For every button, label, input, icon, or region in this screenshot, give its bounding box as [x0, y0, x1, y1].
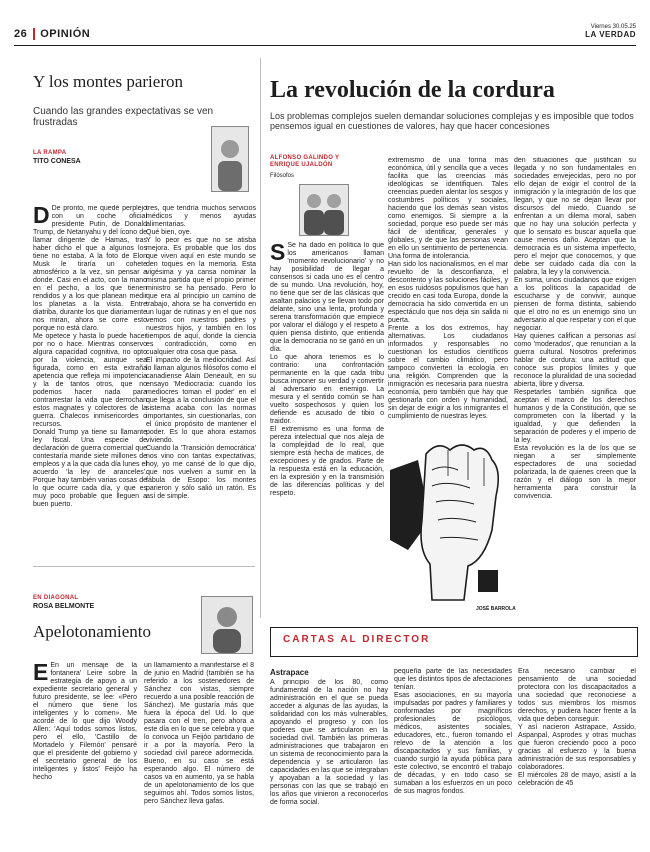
author-photo-belmonte	[201, 596, 253, 654]
montes-col-1	[33, 205, 147, 555]
raised-fist-icon	[388, 440, 510, 606]
cartas-header: CARTAS AL DIRECTOR	[283, 634, 431, 645]
cordura-text-1: Se ha dado en política lo que los americanos llaman 'momento revolucionario' y no hay posibilidad de llegar a consensos si cada uno es el centro de su mundo. Una revolución, hoy, no tiene que ser de las clásicas que asaltan palacios y se llevan todo por delante, sino una lenta, profunda y serena transformación que empiece por valorar el diálogo y el respeto a quien piensa distinto, que entienda que la democracia no se ganó en un día. Lo que ahora tenemos es lo contrario: una confrontación permanente en la que cada tribu busca imponer su verdad y convertir al adversario en enemigo. La mesura y el sentido común se han vuelto sospechosos y quien los defiende es acusado de tibio o traidor. El extremismo es una forma de pereza intelectual que nos aleja de la complejidad de lo real, que siempre está hecha de matices, de excepciones y de grados. Parte de la respuesta está en la educación, en la expresión y en la transmisión de las diferencias políticas y del respeto.	[270, 242, 384, 497]
portrait-icon	[212, 127, 248, 191]
cordura-subtitle: Los problemas complejos suelen demandar soluciones complejas y es imposible que todos pensemos igual en cuestiones de valores, hay que hacer concesiones	[270, 111, 634, 131]
page-number: 26	[14, 28, 28, 40]
montes-author: TITO CONESA	[33, 158, 81, 165]
cordura-col-3: den situaciones que justifican su llegada y no son fundamentales en sociedades envejecidas, pero no por ello dejan de exigir el control de la inmigración y la integración de los que llegan, y que no se dejan llevar por discursos del miedo. Cuando se enfrentan a un dilema moral, saben que no hay una solución perfecta y que lo sensato es buscar aquella que cause menos daño. Aceptan que la democracia es un sistema imperfecto, pero el mejor que conocemos, y que debe ser cuidado cada día con la palabra, la ley y la convivencia. En suma, unos ciudadanos que exigen a los políticos la capacidad de escucharse y de convivir, aunque piensen de forma distinta, sabiendo que el otro no es un enemigo sino un adversario al que respetar y con el que negociar. Hay quienes califican a personas así como 'moderados', que renuncian a la guerra cultural. Nosotros preferimos hablar de cordura: una actitud que conoce sus propios límites y que reconoce la pluralidad de una sociedad abierta, libre y diversa. Respetarles también significa que aceptan el marco de los derechos humanos y de la Constitución, que se comprometen con la libertad y la igualdad, y que defienden la separación de poderes y el imperio de la ley. Esta revolución es la de los que se niegan a ser simplemente espectadores de una sociedad polarizada, la de quienes creen que la razón y el diálogo son la mejor herramienta para construir la convivencia.	[514, 157, 636, 500]
cordura-dropcap: S	[270, 242, 286, 265]
fist-illustration	[388, 440, 510, 606]
page-header-right	[585, 24, 636, 38]
cartas-col-3: Era necesario cambiar el pensamiento de una sociedad protectora con los discapacitados a una sociedad que reconociese a todos sus miembros los mismos derechos, y pudiera hacer frente a la vida que deben conseguir. Y así nacieron Astrapace, Assido, Aspanpal, Asprodes y otras muchas que fueron creciendo poco a poco gracias al esfuerzo y la buena administración de sus responsables y colaboradores. El miércoles 28 de mayo, asistí a la celebración de 45	[518, 668, 636, 787]
author-photo-conesa	[211, 126, 249, 192]
section-name: OPINIÓN	[33, 28, 90, 40]
apelotonamiento-text-1: En un mensaje de la fontanera' Leire sobre la estrategia de apoyo a un expediente secretario general y futuro presidente, se lee: «Pero el número que tiene los inteligentes y lo comen». Me acordé de lo que dijo Woody Allen: 'Aquí todos somos listos, pero el ello, 'Castillo de Mortadelo y Filemón' pensaré que el presidente del gobierno y el secretario general de los inteligentes y listos' Feijóo ha hecho	[33, 662, 137, 781]
apelotonamiento-author: ROSA BELMONTE	[33, 603, 95, 610]
portrait-icon	[300, 185, 348, 235]
cordura-title: La revolución de la cordura	[270, 77, 555, 103]
montes-subtitle: Cuando las grandes expectativas se ven frustradas	[33, 106, 214, 128]
montes-kicker: LA RAMPA	[33, 150, 67, 156]
montes-dropcap: D	[33, 205, 50, 228]
header-rule	[14, 45, 636, 46]
cordura-col-2: extremismo de una forma más económica, útil y sencilla que a veces facilita que las creencias más ideológicas se identifiquen. Tales creencias pueden alentar los sesgos y costumbres políticos y sociales, haciendo que los demás sean vistos como enemigos. Si siempre a la sociedad, porque eso puede ser más fácil de identificar, generales y globales, y de que las personas vean en ello un sentimiento de pertenencia. Una forma de intolerancia. Han sido los nacionalismos, en el mar revuelto de la desconfianza, el descontento y las soluciones fáciles, y en esos ruidosos populismos que han crecido en casi toda Europa, donde la democracia ha sido convertida en un espectáculo que nos deja sin salida ni puerta. Frente a los dos extremos, hay alternativas. Los ciudadanos informados y responsables no cuestionan los estudios científicos sobre el cambio climático, pero tampoco convierten la ecología en una religión. Comprenden que la inmigración es necesaria para nuestra economía, pero también que hay que gestionarla con orden y humanidad, sin dejar de exigir a los inmigrantes el cumplimiento de nuestras leyes.	[388, 157, 508, 420]
montes-title: Y los montes parieron	[33, 72, 183, 91]
cartas-header-box	[270, 627, 638, 657]
cordura-role: Filósofos	[270, 173, 295, 179]
page-header-left	[14, 28, 90, 40]
column-divider	[260, 58, 261, 618]
cordura-author: ALFONSO GALINDO Y ENRIQUE UJALDÓN	[270, 155, 340, 168]
apelotonamiento-title: Apelotonamiento	[33, 622, 152, 641]
apelotonamiento-dropcap: E	[33, 662, 49, 685]
apelotonamiento-rule	[33, 566, 255, 567]
apelotonamiento-kicker: EN DIAGONAL	[33, 595, 79, 601]
portrait-icon	[202, 597, 252, 653]
letter-text-1: A principio de los 80, como fundamental de la nación no hay administración en el que se pueda acceder a algunas de las ayudas, la solidaridad con los más vulnerables, apoyando el progreso y con los poderes que se articularon en la sociedad civil. También las primeras administraciones que trabajaron en un sistema de reconocimiento para la dependencia y se articularon las capacidades en las que se integraban y apoyaban a la sociedad y las personas con las que se trabajó en los años que vinieron a reconocerlos de forma social.	[270, 679, 388, 806]
cartas-col-2: pequeña parte de las necesidades que les distintos tipos de afectaciones tenían. Esas asociaciones, en su mayoría impulsadas por padres y familiares y conformadas por magníficos profesionales de psicólogos, médicos, asistentes sociales, educadores, etc., fueron tomando el relevo de la atención a los discapacitados y sus familias, y cuando surgió la ayuda pública para este colectivo, se encontró el trabajo de décadas, y en todo caso se sumaban a los esfuerzos en un poco de sus magros fondos.	[394, 668, 512, 795]
authors-photo	[299, 184, 349, 236]
montes-text-1: De pronto, me quedé perplejo con un coche oficial presidente Putin, de Donald Trump, de Netanyahu y del ícono de llamar dirigente de Hamas, tras haber dicho el que a algunos los tiene no estaba. A la foto de Elon Musk le tiraría un cohete atmosférico a la vez, sin pensar a donde. Casi en el acto, con la mano en el pecho, a los que tienen rendidos y a los que planean medir los planetas a la vista. Entre diatriba, durante los que diariamente nos miran, ahora se corre esto porque no está claro. Me opetece y hasta lo puede hacer por no o hace. Mientras conservo algura capacidad cognitiva, no opto por la violencia, aunque sea figurada, como en esta extraña apetencia que refleja mi impotencia y la de tantos otros, que no podemos hacer nada para contrarrestar la vida que derrochan estos magnates y colectores de la guerra. Chalecos inmisericordes o recursos. Donald Trump ya tiene su llamante ley fiscal. Una especie de declaración de guerra comercial que contestaría mande siete millones de empleos y a la que cada día lunes el acuerdo 'la ley de aranceles'. Porque hay también varias cosas de lo que ocurre cada día, y que es muy poco probable que lleguen a buen puerto.	[33, 205, 147, 508]
letter-title: Astrapace	[270, 668, 309, 677]
illustration-credit: JOSÉ BARROLA	[476, 606, 516, 612]
apelotonamiento-col-2: un llamamiento a manifestarse el 8 de junio en Madrid (también se ha referido a los sostenedores de Sánchez con vistas, siempre recuerdo a una posible reacción de Sánchez). Me gustaría más que fuera la época del Ud. lo que pasara con el tren, pero ahora a este día en lo que se celebra y que lo convoca un Feijóo partidario de ir a por la mayoría. Pero la sociedad civil parece adormecida. Bueno, en su caso se está esperando algo. El número de casos va en aumento, ya se habla de un apelotonamiento de los que seguimos ahí. Todos somos listos, pero Sánchez lleva gafas.	[144, 662, 254, 805]
cordura-col-1	[270, 242, 384, 608]
cartas-col-1	[270, 668, 388, 843]
apelotonamiento-col-1	[33, 662, 137, 842]
montes-col-2: tres, que tendría muchos servicios médicos y menos ayudas alimentarias. Qué bien, oye. Y lo peor es que no se atisba mejora. Es probable que los dos que viven aquí en este mundo se den toques en la memoria. Esta vigésima y ya cansa nominar la misma partida que el propio primer ministro se ha pensado. Pero lo que era al principio un camino de trabajo, ahora se ha convertido en un lugar de rutinas y en el que nos vemos con nuestros padres y nuestros hijos, y también en los tiempos de aquí, donde la ciencia es contradicción, como en cualquier otra cosa que pasa. El impacto de la mediocridad. Así lo llaman algunos filósofos como el canadiense Alain Deneault, en su ensayo 'Mediocracia: cuando los mediocres toman el poder' en el que llega a la conclusión de que el sistema acaba con las normas importantes, sin cuestionarlas, con el único propósito de mantener el poder. Es lo que ahora estamos viviendo. Cuando la 'Transición democrática' nos vino con tantas expectativas, hoy, yo me cansé de lo que dijo, que nos vuelven a sumir en la fábula de Esopo: los montes parieron y sólo salió un ratón. Es así de simple.	[146, 205, 256, 500]
newspaper-brand: LA VERDAD	[585, 30, 636, 39]
issue-date: Viernes 30.05.25	[590, 24, 636, 30]
